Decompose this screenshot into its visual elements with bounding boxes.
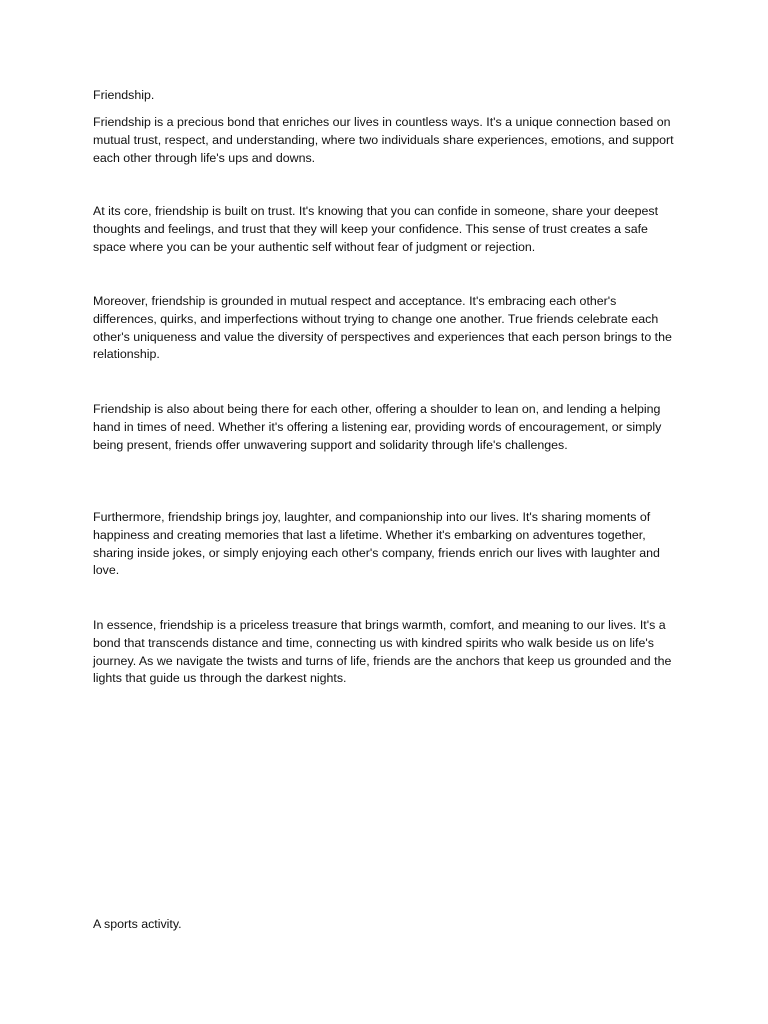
paragraph-trust: At its core, friendship is built on trust. It's knowing that you can confide in someone, share your deepest thoughts and feelings, and trust that they will keep your confidence. This sense of trust creates a safe space where you can be your authentic self without fear of judgment or rejection. bbox=[93, 204, 659, 254]
document-title: Friendship. bbox=[93, 88, 155, 102]
paragraph-support: Friendship is also about being there for each other, offering a shoulder to lean on, and lending a helping hand in times of need. Whether it's offering a listening ear, providing words of encouragement, or simply being present, friends offer unwavering support and solidarity through life's challenges. bbox=[93, 402, 662, 452]
paragraph-joy: Furthermore, friendship brings joy, laughter, and companionship into our lives. It's sharing moments of happiness and creating memories that last a lifetime. Whether it's embarking on adventures together, sharing inside jokes, or simply enjoying each other's company, friends enrich our lives with laughter and love. bbox=[93, 510, 660, 578]
paragraph-intro: Friendship is a precious bond that enriches our lives in countless ways. It's a unique connection based on mutual trust, respect, and understanding, where two individuals share experiences, emotions, and support each other through life's ups and downs. bbox=[93, 115, 674, 165]
paragraph-respect: Moreover, friendship is grounded in mutual respect and acceptance. It's embracing each other's differences, quirks, and imperfections without trying to change one another. True friends celebrate each other's uniqueness and value the diversity of perspectives and experiences that each person brings to the relationship. bbox=[93, 294, 672, 362]
paragraph-conclusion: In essence, friendship is a priceless treasure that brings warmth, comfort, and meaning to our lives. It's a bond that transcends distance and time, connecting us with kindred spirits who walk beside us on life's journey. As we navigate the twists and turns of life, friends are the anchors that keep us grounded and the lights that guide us through the darkest nights. bbox=[93, 618, 672, 686]
next-section-heading: A sports activity. bbox=[93, 917, 182, 931]
